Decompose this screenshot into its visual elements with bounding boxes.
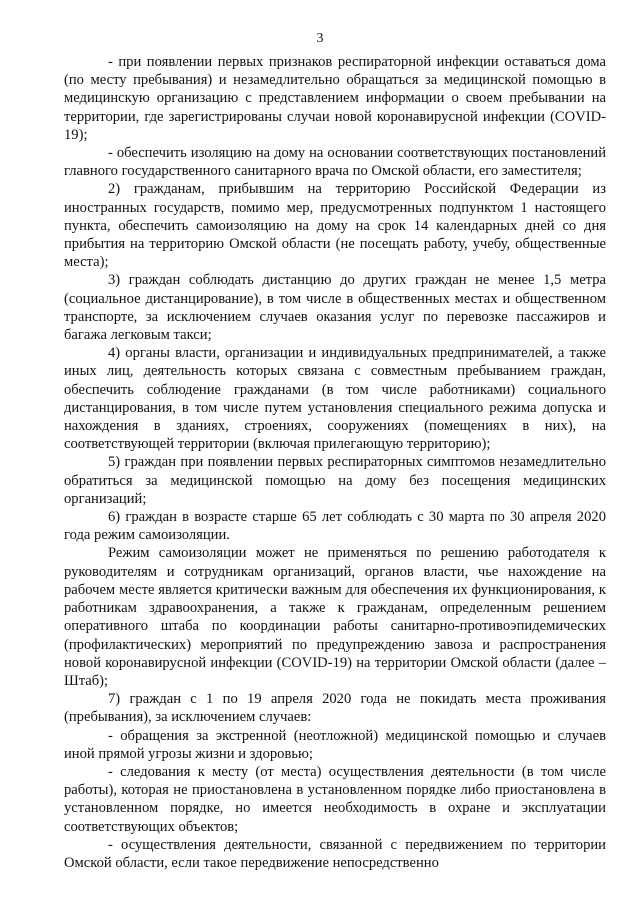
paragraph-item-7-stay-at-residence: 7) граждан с 1 по 19 апреля 2020 года не покидать места проживания (пребывания), за исключением случаев:	[64, 691, 606, 726]
paragraph-exception-medical: - обращения за экстренной (неотложной) медицинской помощью и случаев иной прямой угрозы жизни и здоровью;	[64, 727, 606, 762]
page-number: 3	[316, 31, 324, 46]
paragraph-self-isolation-exemptions: Режим самоизоляции может не применяться по решению работодателя к руководителям и сотрудникам организаций, органов власти, чье нахождение на рабочем месте является критически важным для обеспечения их функционирования, к работникам здравоохранения, а также к гражданам, определенным решением оперативного штаба по координации работы санитарно-противоэпидемических (профилактических) мероприятий по предупреждению завоза и распространения новой коронавирусной инфекции (COVID-19) на территории Омской области (далее – Штаб);	[64, 545, 606, 689]
paragraph-item-5-symptoms: 5) граждан при появлении первых респираторных симптомов незамедлительно обратиться за медицинской помощью на дому без посещения медицинских организаций;	[64, 454, 606, 507]
paragraph-symptoms-stay-home: - при появлении первых признаков респираторной инфекции оставаться дома (по месту пребывания) и незамедлительно обращаться за медицинской помощью в медицинскую организацию с представлением информации о своем пребывании на территории, где зарегистрированы случаи новой коронавирусной инфекции (COVID-19);	[64, 54, 606, 143]
paragraph-exception-activity-travel: - осуществления деятельности, связанной с передвижением по территории Омской области, если такое передвижение непосредственно	[64, 836, 606, 871]
document-body	[64, 53, 606, 872]
paragraph-item-3-distance: 3) граждан соблюдать дистанцию до других граждан не менее 1,5 метра (социальное дистанцирование), в том числе в общественных местах и общественном транспорте, за исключением случаев оказания услуг по перевозке пассажиров и багажа легковым такси;	[64, 272, 606, 344]
paragraph-item-4-organizations: 4) органы власти, организации и индивидуальных предпринимателей, а также иных лиц, деятельность которых связана с совместным пребыванием граждан, обеспечить соблюдение гражданами (в том числе работниками) социального дистанцирования, в том числе путем установления специального режима допуска и нахождения в зданиях, строениях, сооружениях (помещениях в них), на соответствующей территории (включая прилегающую территорию);	[64, 345, 606, 453]
paragraph-item-2-arrivals: 2) гражданам, прибывшим на территорию Российской Федерации из иностранных государств, помимо мер, предусмотренных подпунктом 1 настоящего пункта, обеспечить самоизоляцию на дому на срок 14 календарных дней со дня прибытия на территорию Омской области (не посещать работу, учебу, общественные места);	[64, 181, 606, 271]
paragraph-exception-work-travel: - следования к месту (от места) осуществления деятельности (в том числе работы), которая не приостановлена в установленном порядке либо приостановлена в установленном порядке, но имеется необходимость в охране и эксплуатации соответствующих объектов;	[64, 763, 606, 835]
paragraph-home-isolation: - обеспечить изоляцию на дому на основании соответствующих постановлений главного государственного санитарного врача по Омской области, его заместителя;	[64, 145, 606, 180]
paragraph-item-6-elderly: 6) граждан в возрасте старше 65 лет соблюдать с 30 марта по 30 апреля 2020 года режим самоизоляции.	[64, 509, 606, 544]
